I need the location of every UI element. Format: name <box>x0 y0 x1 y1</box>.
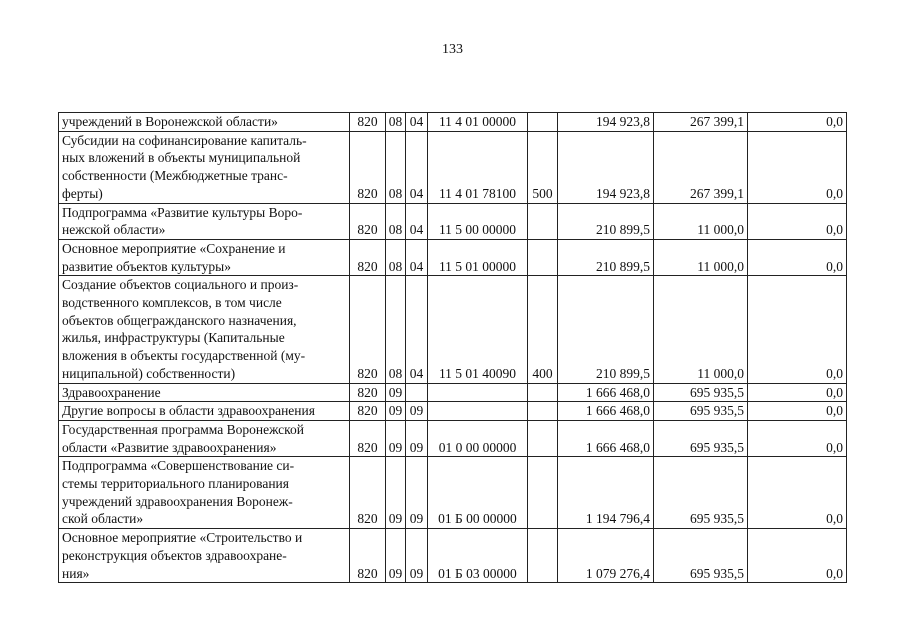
amount-2-cell: 695 935,5 <box>654 402 748 421</box>
grbs-cell: 820 <box>350 239 386 275</box>
item-name-line: вложения в объекты государственной (му- <box>62 348 306 364</box>
item-name-line: нежской области» <box>62 222 166 238</box>
item-name-line: учреждений здравоохранения Воронеж- <box>62 493 293 509</box>
amount-1-cell: 1 666 468,0 <box>558 383 654 402</box>
subsection-cell: 04 <box>406 131 428 203</box>
amount-1-cell: 1 666 468,0 <box>558 420 654 456</box>
amount-1-cell: 1 194 796,4 <box>558 457 654 529</box>
target-article-cell: 01 Б 03 00000 <box>428 529 528 583</box>
item-name-line: Государственная программа Воронежской <box>62 421 304 437</box>
item-name-line: ской области» <box>62 511 144 527</box>
amount-3-cell: 0,0 <box>748 383 847 402</box>
item-name-line: учреждений в Воронежской области» <box>62 114 278 129</box>
subsection-cell: 09 <box>406 529 428 583</box>
item-name-line: области «Развитие здравоохранения» <box>62 439 277 455</box>
grbs-cell: 820 <box>350 402 386 421</box>
table-row <box>59 457 847 529</box>
expense-type-cell: 500 <box>528 131 558 203</box>
expense-type-cell <box>528 113 558 132</box>
section-cell: 08 <box>386 276 406 383</box>
item-name-cell <box>59 113 350 132</box>
amount-3-cell: 0,0 <box>748 113 847 132</box>
amount-2-cell: 11 000,0 <box>654 276 748 383</box>
amount-3-cell: 0,0 <box>748 276 847 383</box>
target-article-cell: 01 Б 00 00000 <box>428 457 528 529</box>
expense-type-cell: 400 <box>528 276 558 383</box>
expense-type-cell <box>528 529 558 583</box>
amount-2-cell: 695 935,5 <box>654 383 748 402</box>
amount-3-cell: 0,0 <box>748 402 847 421</box>
expense-type-cell <box>528 402 558 421</box>
table-row <box>59 529 847 583</box>
target-article-cell: 11 5 01 40090 <box>428 276 528 383</box>
item-name-cell <box>59 276 350 383</box>
section-cell: 09 <box>386 420 406 456</box>
subsection-cell: 09 <box>406 457 428 529</box>
item-name-line: Здравоохранение <box>62 384 161 400</box>
section-cell: 09 <box>386 529 406 583</box>
item-name-cell <box>59 131 350 203</box>
amount-3-cell: 0,0 <box>748 420 847 456</box>
section-cell: 09 <box>386 457 406 529</box>
table-row <box>59 113 847 132</box>
table-row <box>59 239 847 275</box>
section-cell: 09 <box>386 383 406 402</box>
target-article-cell: 01 0 00 00000 <box>428 420 528 456</box>
amount-3-cell: 0,0 <box>748 203 847 239</box>
item-name-cell <box>59 239 350 275</box>
amount-1-cell: 1 079 276,4 <box>558 529 654 583</box>
amount-1-cell: 210 899,5 <box>558 276 654 383</box>
table-row <box>59 420 847 456</box>
item-name-line: Подпрограмма «Развитие культуры Воро- <box>62 204 303 220</box>
item-name-line: ниципальной) собственности) <box>62 365 236 381</box>
target-article-cell <box>428 383 528 402</box>
item-name-line: объектов общегражданского назначения, <box>62 312 297 328</box>
item-name-line: жилья, инфраструктуры (Капитальные <box>62 330 285 346</box>
subsection-cell: 09 <box>406 402 428 421</box>
amount-2-cell: 695 935,5 <box>654 529 748 583</box>
target-article-cell <box>428 402 528 421</box>
section-cell: 09 <box>386 402 406 421</box>
grbs-cell: 820 <box>350 457 386 529</box>
amount-1-cell: 194 923,8 <box>558 131 654 203</box>
amount-1-cell: 1 666 468,0 <box>558 402 654 421</box>
item-name-line: Основное мероприятие «Строительство и <box>62 530 303 546</box>
item-name-line: Создание объектов социального и произ- <box>62 277 299 293</box>
item-name-line: Другие вопросы в области здравоохранения <box>62 403 315 419</box>
grbs-cell: 820 <box>350 383 386 402</box>
amount-1-cell: 210 899,5 <box>558 239 654 275</box>
item-name-line: ферты) <box>62 185 103 201</box>
page-number: 133 <box>442 42 463 57</box>
amount-3-cell: 0,0 <box>748 131 847 203</box>
grbs-cell: 820 <box>350 113 386 132</box>
item-name-line: стемы территориального планирования <box>62 476 289 492</box>
grbs-cell: 820 <box>350 203 386 239</box>
table-row <box>59 276 847 383</box>
item-name-cell <box>59 402 350 421</box>
amount-2-cell: 267 399,1 <box>654 131 748 203</box>
subsection-cell: 04 <box>406 113 428 132</box>
expense-type-cell <box>528 420 558 456</box>
amount-3-cell: 0,0 <box>748 457 847 529</box>
item-name-line: Субсидии на софинансирование капиталь- <box>62 132 307 148</box>
subsection-cell: 04 <box>406 239 428 275</box>
expense-type-cell <box>528 383 558 402</box>
amount-2-cell: 11 000,0 <box>654 203 748 239</box>
item-name-cell <box>59 420 350 456</box>
item-name-line: собственности (Межбюджетные транс- <box>62 168 288 184</box>
item-name-cell <box>59 203 350 239</box>
amount-2-cell: 11 000,0 <box>654 239 748 275</box>
subsection-cell <box>406 383 428 402</box>
grbs-cell: 820 <box>350 131 386 203</box>
section-cell: 08 <box>386 113 406 132</box>
target-article-cell: 11 5 01 00000 <box>428 239 528 275</box>
item-name-line: ных вложений в объекты муниципальной <box>62 150 301 166</box>
section-cell: 08 <box>386 131 406 203</box>
table-row <box>59 402 847 421</box>
expense-type-cell <box>528 457 558 529</box>
section-cell: 08 <box>386 239 406 275</box>
grbs-cell: 820 <box>350 529 386 583</box>
grbs-cell: 820 <box>350 420 386 456</box>
grbs-cell: 820 <box>350 276 386 383</box>
item-name-cell <box>59 457 350 529</box>
section-cell: 08 <box>386 203 406 239</box>
target-article-cell: 11 4 01 78100 <box>428 131 528 203</box>
item-name-line: водственного комплексов, в том числе <box>62 295 282 311</box>
amount-1-cell: 194 923,8 <box>558 113 654 132</box>
amount-2-cell: 695 935,5 <box>654 457 748 529</box>
item-name-line: Основное мероприятие «Сохранение и <box>62 240 286 256</box>
expense-type-cell <box>528 239 558 275</box>
item-name-cell <box>59 383 350 402</box>
target-article-cell: 11 4 01 00000 <box>428 113 528 132</box>
amount-2-cell: 267 399,1 <box>654 113 748 132</box>
table-row <box>59 383 847 402</box>
item-name-line: ния» <box>62 565 90 581</box>
table-row <box>59 131 847 203</box>
subsection-cell: 04 <box>406 276 428 383</box>
subsection-cell: 09 <box>406 420 428 456</box>
amount-3-cell: 0,0 <box>748 239 847 275</box>
item-name-line: Подпрограмма «Совершенствование си- <box>62 458 295 474</box>
budget-table <box>58 112 847 583</box>
item-name-line: развитие объектов культуры» <box>62 258 231 274</box>
item-name-line: реконструкция объектов здравоохране- <box>62 547 287 563</box>
item-name-cell <box>59 529 350 583</box>
table-row <box>59 203 847 239</box>
target-article-cell: 11 5 00 00000 <box>428 203 528 239</box>
amount-2-cell: 695 935,5 <box>654 420 748 456</box>
subsection-cell: 04 <box>406 203 428 239</box>
table-body <box>59 113 847 583</box>
amount-1-cell: 210 899,5 <box>558 203 654 239</box>
expense-type-cell <box>528 203 558 239</box>
amount-3-cell: 0,0 <box>748 529 847 583</box>
